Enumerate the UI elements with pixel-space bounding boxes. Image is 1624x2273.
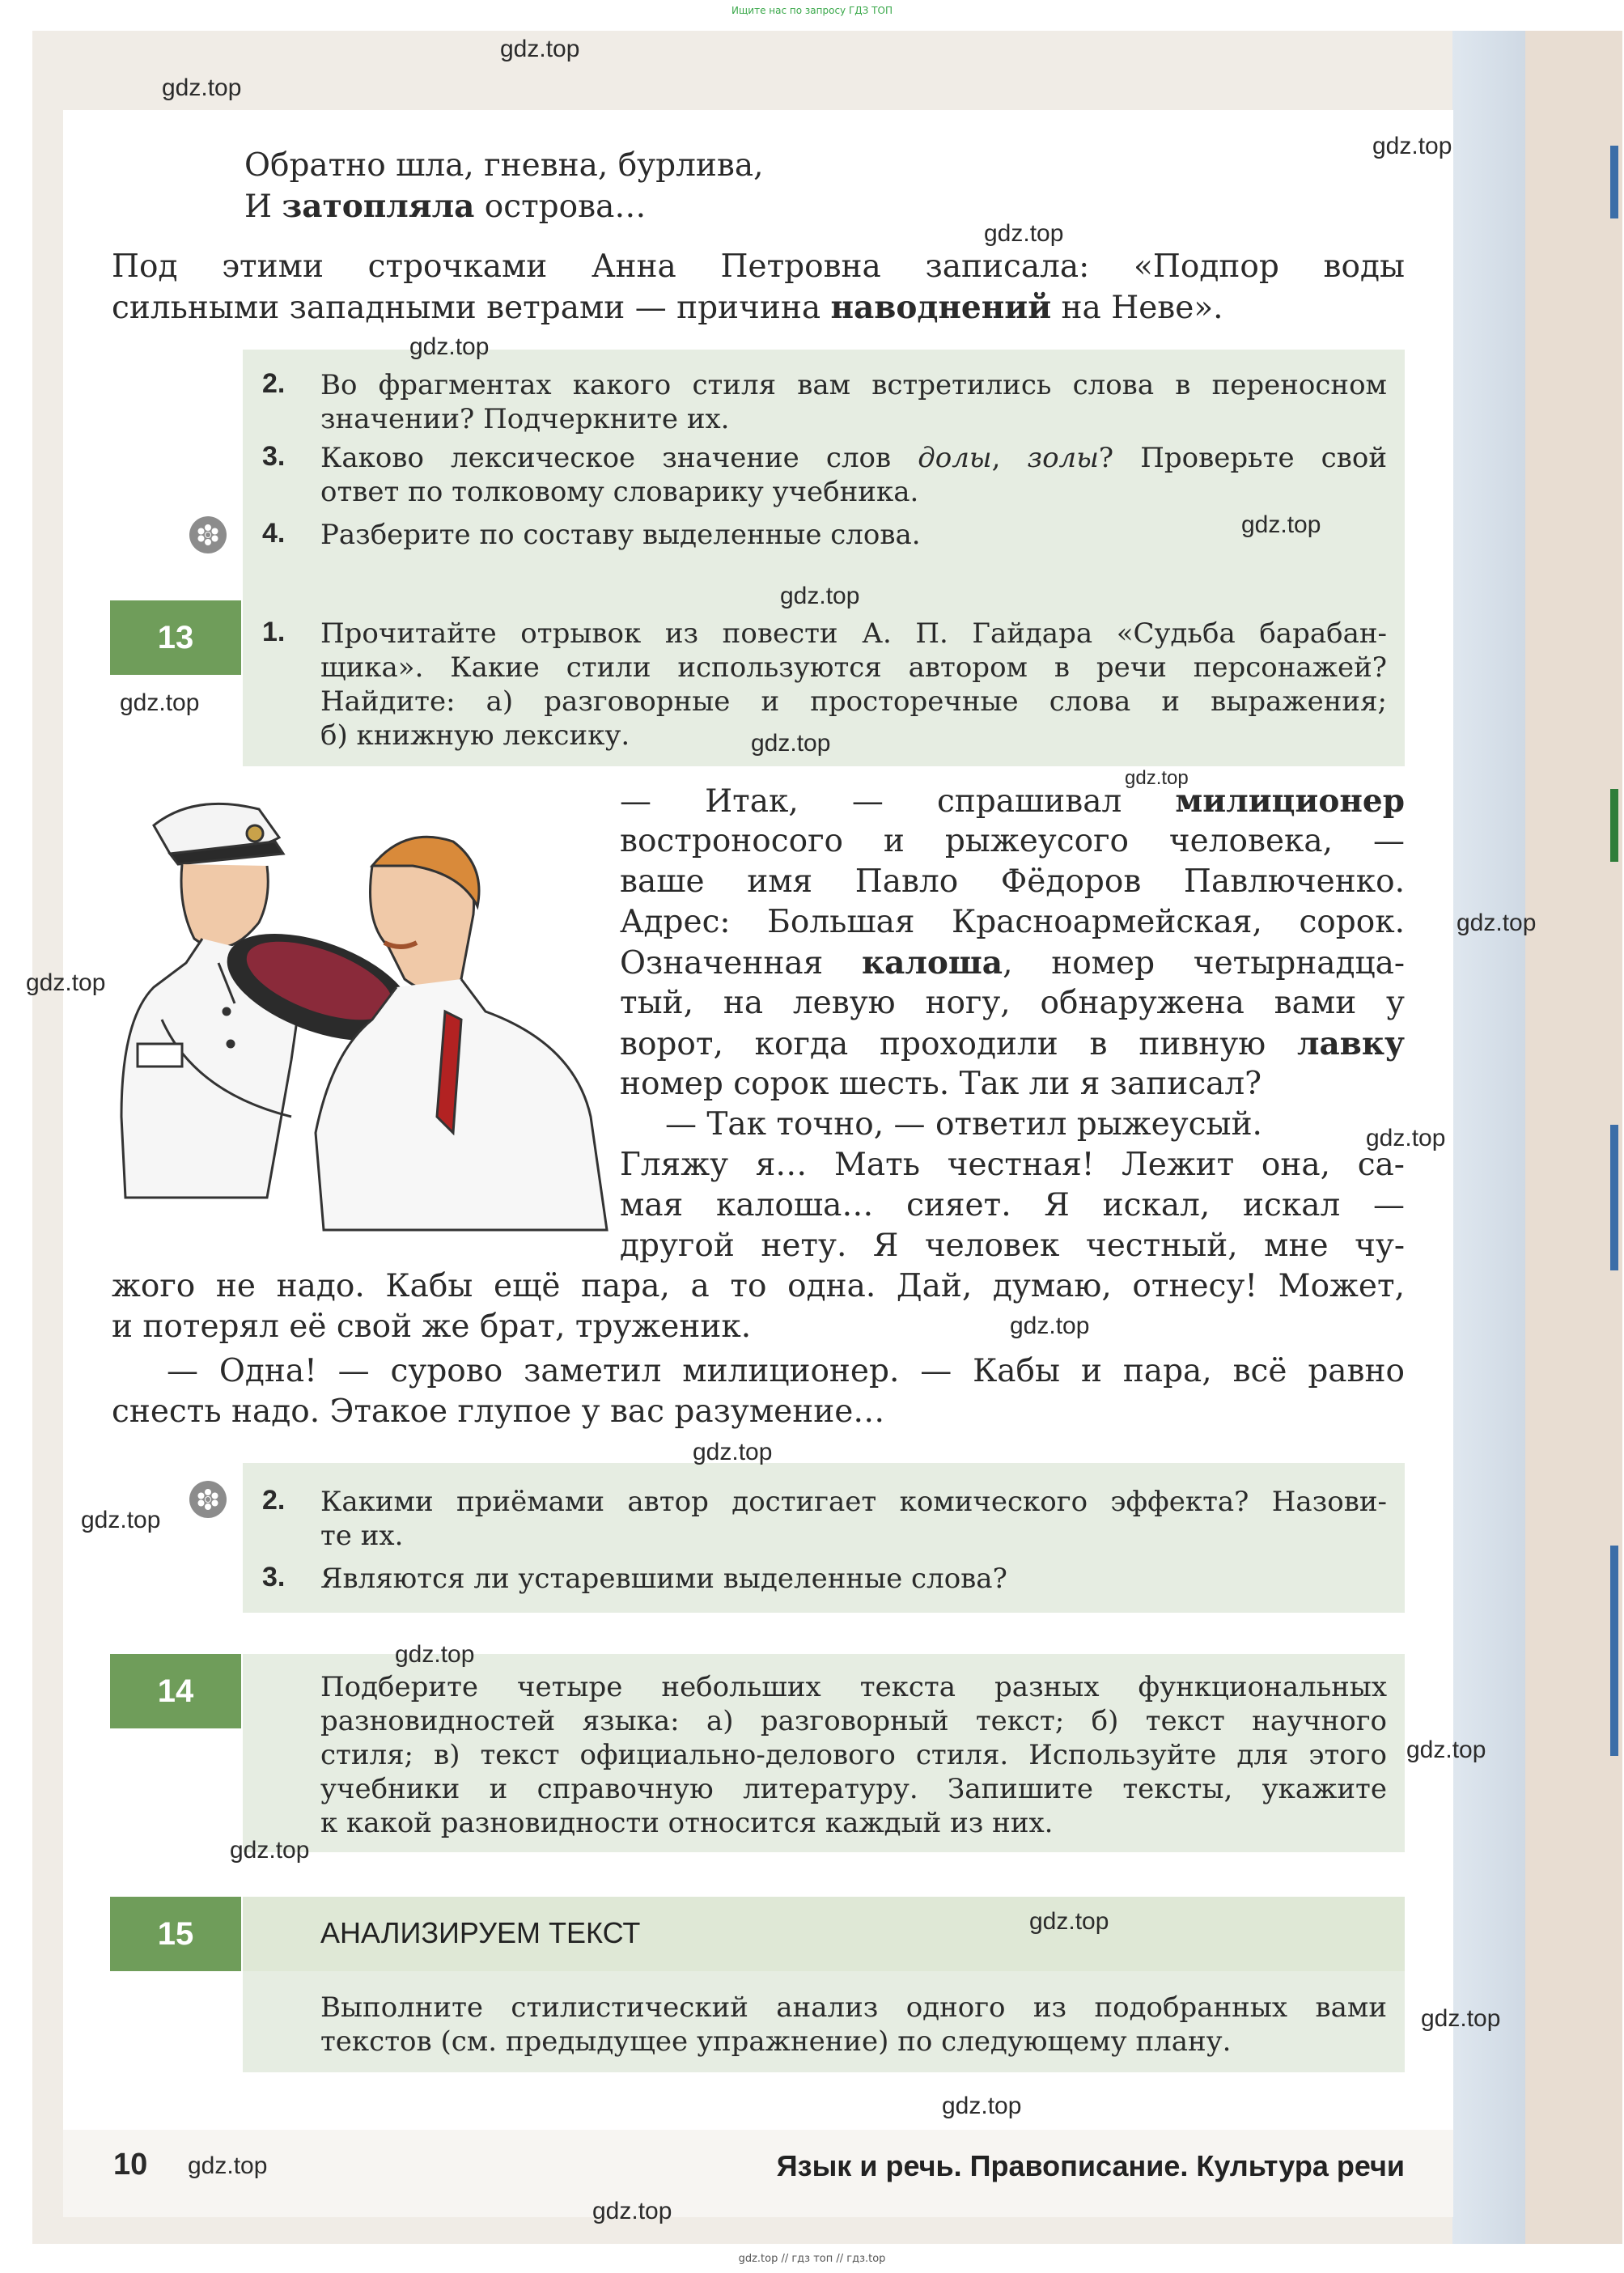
next-page-edge xyxy=(1452,31,1525,2244)
watermark: gdz.top xyxy=(188,2152,268,2179)
task-text: Найдите: а) разговорные и просторечные слова и выражения; xyxy=(320,685,1387,718)
exercise-heading: АНАЛИЗИРУЕМ ТЕКСТ xyxy=(320,1916,641,1949)
watermark: gdz.top xyxy=(942,2093,1022,2119)
task-number: 3. xyxy=(262,1562,286,1592)
search-hint: Ищите нас по запросу ГДЗ ТОП xyxy=(731,5,893,16)
task-text: Подберите четыре небольших текста разных функциональных xyxy=(320,1671,1387,1703)
watermark: gdz.top xyxy=(409,333,490,360)
task-number: 2. xyxy=(262,368,286,399)
task-text: ответ по толковому словарику учебника. xyxy=(320,476,919,508)
task-text: Выполните стилистический анализ одного из подобранных вами xyxy=(320,1991,1387,2024)
task-text: Являются ли устаревшими выделенные слова? xyxy=(320,1563,1007,1595)
gear-icon xyxy=(189,1481,227,1518)
story-line: номер сорок шесть. Так ли я записал? xyxy=(620,1066,1262,1102)
task-text: щика». Какие стили используются автором в речи персонажей? xyxy=(320,651,1387,684)
story-line: Означенная калоша, номер четырнадца- xyxy=(620,944,1406,982)
paragraph-line: сильными западными ветрами — причина наводнений на Неве». xyxy=(112,289,1223,326)
task-text: значении? Подчеркните их. xyxy=(320,403,730,435)
watermark: gdz.top xyxy=(1029,1908,1109,1935)
watermark: gdz.top xyxy=(751,730,831,757)
watermark: gdz.top xyxy=(1366,1125,1446,1151)
edge-marker xyxy=(1610,1125,1618,1270)
task-number: 4. xyxy=(262,518,286,549)
story-line: ваше имя Павло Фёдоров Павлюченко. xyxy=(620,863,1405,900)
watermark: gdz.top xyxy=(1372,133,1452,159)
story-line: Гляжу я… Мать честная! Лежит она, са- xyxy=(620,1147,1405,1183)
story-line: ворот, когда проходили в пивную лавку xyxy=(620,1025,1405,1062)
watermark: gdz.top xyxy=(500,36,580,62)
edge-marker xyxy=(1610,1546,1618,1756)
page-number: 10 xyxy=(113,2148,148,2182)
story-line: снесть надо. Этакое глупое у вас разумение… xyxy=(112,1393,885,1430)
story-line: Адрес: Большая Красноармейская, сорок. xyxy=(620,904,1405,940)
watermark: gdz.top xyxy=(1241,511,1321,538)
paragraph-line: Под этими строчками Анна Петровна записала: «Подпор воды xyxy=(112,248,1405,285)
story-line: мая калоша… сияет. Я искал, искал — xyxy=(620,1187,1405,1223)
task-text: Каково лексическое значение слов долы, золы? Проверьте свой xyxy=(320,442,1387,474)
task-text: к какой разновидности относится каждый из них. xyxy=(320,1807,1054,1839)
story-line: другой нету. Я человек честный, мне чу- xyxy=(620,1228,1405,1264)
edge-marker xyxy=(1610,789,1618,862)
section-title: Язык и речь. Правописание. Культура речи xyxy=(776,2149,1405,2182)
watermark: gdz.top xyxy=(984,220,1064,247)
task-text: стиля; в) текст официально-делового стиля. Используйте для этого xyxy=(320,1739,1387,1771)
task-text: учебники и справочную литературу. Запишите тексты, укажите xyxy=(320,1773,1387,1805)
watermark: gdz.top xyxy=(81,1507,161,1533)
watermark: gdz.top xyxy=(120,689,200,716)
watermark: gdz.top xyxy=(592,2198,672,2224)
story-line: — Одна! — сурово заметил милиционер. — Кабы и пара, всё равно xyxy=(167,1353,1405,1389)
watermark: gdz.top xyxy=(1010,1312,1090,1339)
task-number: 1. xyxy=(262,617,286,647)
task-text: Во фрагментах какого стиля вам встретились слова в переносном xyxy=(320,369,1387,401)
watermark: gdz.top xyxy=(1406,1737,1486,1763)
task-text: разновидностей языка: а) разговорный текст; б) текст научного xyxy=(320,1705,1387,1737)
gear-icon xyxy=(189,516,227,553)
story-line: тый, на левую ногу, обнаружена вами у xyxy=(620,985,1405,1021)
story-line: и потерял её свой же брат, труженик. xyxy=(112,1308,752,1345)
story-line: востроносого и рыжеусого человека, — xyxy=(620,823,1405,859)
exercise-number-badge: 13 xyxy=(110,600,241,675)
watermark: gdz.top xyxy=(1421,2005,1501,2032)
exercise-number-badge: 14 xyxy=(110,1654,241,1728)
task-text: Какими приёмами автор достигает комического эффекта? Назови- xyxy=(320,1486,1387,1518)
task-text: Разберите по составу выделенные слова. xyxy=(320,519,921,551)
task-text: Прочитайте отрывок из повести А. П. Гайдара «Судьба барабан- xyxy=(320,617,1387,650)
story-line: — Итак, — спрашивал милиционер xyxy=(620,782,1405,820)
story-line: — Так точно, — ответил рыжеусый. xyxy=(665,1106,1262,1143)
illustration xyxy=(105,777,623,1238)
exercise-number-badge: 15 xyxy=(110,1897,241,1971)
book-spine-edge xyxy=(1525,31,1622,2244)
story-line: жого не надо. Кабы ещё пара, а то одна. Дай, думаю, отнесу! Может, xyxy=(112,1268,1405,1304)
watermark: gdz.top xyxy=(1457,910,1537,936)
watermark: gdz.top xyxy=(693,1439,773,1465)
watermark: gdz.top xyxy=(780,583,860,609)
edge-marker xyxy=(1610,146,1618,218)
task-number: 3. xyxy=(262,441,286,472)
task-text: те их. xyxy=(320,1520,404,1552)
man-figure xyxy=(316,837,607,1230)
poem-line: И затопляла острова… xyxy=(244,188,647,225)
watermark: gdz.top xyxy=(162,74,242,101)
task-number: 2. xyxy=(262,1485,286,1516)
footer-links: gdz.top // гдз топ // гдз.top xyxy=(738,2253,886,2265)
watermark: gdz.top xyxy=(230,1837,310,1864)
watermark: gdz.top xyxy=(26,969,106,996)
watermark: gdz.top xyxy=(1125,767,1189,789)
watermark: gdz.top xyxy=(395,1641,475,1668)
task-text: текстов (см. предыдущее упражнение) по следующему плану. xyxy=(320,2025,1232,2058)
task-text: б) книжную лексику. xyxy=(320,719,630,752)
poem-line: Обратно шла, гневна, бурлива, xyxy=(244,147,764,184)
